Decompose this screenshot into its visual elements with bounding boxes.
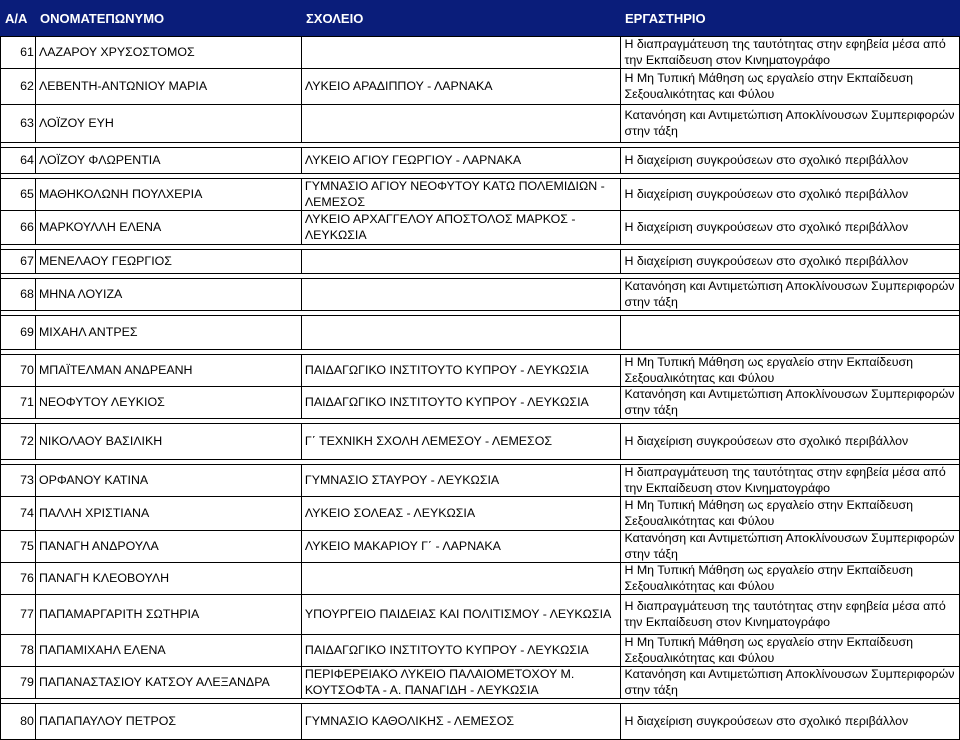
row-number: 75: [1, 531, 36, 563]
row-workshop: Η Μη Τυπική Μάθηση ως εργαλείο στην Εκπαίδευση Σεξουαλικότητας και Φύλου: [621, 497, 960, 531]
row-workshop: Η Μη Τυπική Μάθηση ως εργαλείο στην Εκπαίδευση Σεξουαλικότητας και Φύλου: [621, 355, 960, 387]
roster-table: [0, 36, 960, 740]
row-number: 71: [1, 387, 36, 419]
row-workshop: Κατανόηση και Αντιμετώπιση Αποκλίνουσων Συμπεριφορών στην τάξη: [621, 105, 960, 143]
row-number: 61: [1, 37, 36, 69]
row-number: 64: [1, 148, 36, 174]
row-school: ΠΑΙΔΑΓΩΓΙΚΟ ΙΝΣΤΙΤΟΥΤΟ ΚΥΠΡΟΥ - ΛΕΥΚΩΣΙΑ: [301, 635, 621, 667]
row-number: 74: [1, 497, 36, 531]
row-workshop: Κατανόηση και Αντιμετώπιση Αποκλίνουσων Συμπεριφορών στην τάξη: [621, 387, 960, 419]
row-school: ΠΑΙΔΑΓΩΓΙΚΟ ΙΝΣΤΙΤΟΥΤΟ ΚΥΠΡΟΥ - ΛΕΥΚΩΣΙΑ: [301, 387, 621, 419]
row-number: 76: [1, 563, 36, 595]
row-workshop: Η Μη Τυπική Μάθηση ως εργαλείο στην Εκπαίδευση Σεξουαλικότητας και Φύλου: [621, 563, 960, 595]
header-workshop: ΕΡΓΑΣΤΗΡΙΟ: [625, 11, 706, 26]
row-workshop: [621, 316, 960, 350]
row-workshop: Κατανόηση και Αντιμετώπιση Αποκλίνουσων Συμπεριφορών στην τάξη: [621, 531, 960, 563]
row-name: ΜΕΝΕΛΑΟΥ ΓΕΩΡΓΙΟΣ: [35, 250, 301, 274]
row-school: ΛΥΚΕΙΟ ΑΡΑΔΙΠΠΟΥ - ΛΑΡΝΑΚΑ: [301, 69, 621, 105]
row-name: ΜΑΡΚΟΥΛΛΗ ΕΛΕΝΑ: [35, 211, 301, 245]
row-name: ΠΑΠΑΜΙΧΑΗΛ ΕΛΕΝΑ: [35, 635, 301, 667]
row-workshop: Η διαπραγμάτευση της ταυτότητας στην εφηβεία μέσα από την Εκπαίδευση στον Κινηματογράφο: [621, 37, 960, 69]
table-row: [1, 179, 960, 211]
table-row: [1, 279, 960, 311]
row-workshop: Η Μη Τυπική Μάθηση ως εργαλείο στην Εκπαίδευση Σεξουαλικότητας και Φύλου: [621, 69, 960, 105]
row-name: ΠΑΠΑΝΑΣΤΑΣΙΟΥ ΚΑΤΣΟΥ ΑΛΕΞΑΝΔΡΑ: [35, 667, 301, 699]
row-number: 72: [1, 424, 36, 460]
row-school: ΛΥΚΕΙΟ ΑΡΧΑΓΓΕΛΟΥ ΑΠΟΣΤΟΛΟΣ ΜΑΡΚΟΣ - ΛΕΥΚΩΣΙΑ: [301, 211, 621, 245]
row-workshop: Η διαχείριση συγκρούσεων στο σχολικό περιβάλλον: [621, 211, 960, 245]
row-workshop: Η διαπραγμάτευση της ταυτότητας στην εφηβεία μέσα από την Εκπαίδευση στον Κινηματογράφο: [621, 465, 960, 497]
row-school: ΠΕΡΙΦΕΡΕΙΑΚΟ ΛΥΚΕΙΟ ΠΑΛΑΙΟΜΕΤΟΧΟΥ Μ. ΚΟΥΤΣΟΦΤΑ - Α. ΠΑΝΑΓΙΔΗ - ΛΕΥΚΩΣΙΑ: [301, 667, 621, 699]
table-row: [1, 465, 960, 497]
row-number: 70: [1, 355, 36, 387]
table-row: [1, 635, 960, 667]
row-workshop: Κατανόηση και Αντιμετώπιση Αποκλίνουσων Συμπεριφορών στην τάξη: [621, 667, 960, 699]
row-number: 77: [1, 595, 36, 635]
row-school: [301, 105, 621, 143]
row-number: 79: [1, 667, 36, 699]
row-number: 73: [1, 465, 36, 497]
table-row: [1, 37, 960, 69]
row-school: [301, 316, 621, 350]
row-name: ΠΑΠΑΠΑΥΛΟΥ ΠΕΤΡΟΣ: [35, 704, 301, 740]
table-row: [1, 704, 960, 740]
row-school: [301, 563, 621, 595]
row-number: 66: [1, 211, 36, 245]
row-school: ΓΥΜΝΑΣΙΟ ΚΑΘΟΛΙΚΗΣ - ΛΕΜΕΣΟΣ: [301, 704, 621, 740]
row-workshop: Η διαπραγμάτευση της ταυτότητας στην εφηβεία μέσα από την Εκπαίδευση στον Κινηματογράφο: [621, 595, 960, 635]
row-school: [301, 37, 621, 69]
row-name: ΛΑΖΑΡΟΥ ΧΡΥΣΟΣΤΟΜΟΣ: [35, 37, 301, 69]
row-name: ΟΡΦΑΝΟΥ ΚΑΤΙΝΑ: [35, 465, 301, 497]
table-row: [1, 667, 960, 699]
table-row: [1, 69, 960, 105]
table-header: [0, 0, 960, 36]
row-workshop: Η διαχείριση συγκρούσεων στο σχολικό περιβάλλον: [621, 179, 960, 211]
row-name: ΝΙΚΟΛΑΟΥ ΒΑΣΙΛΙΚΗ: [35, 424, 301, 460]
table-row: [1, 424, 960, 460]
header-school: ΣΧΟΛΕΙΟ: [306, 11, 364, 26]
row-name: ΠΑΠΑΜΑΡΓΑΡΙΤΗ ΣΩΤΗΡΙΑ: [35, 595, 301, 635]
row-school: ΓΥΜΝΑΣΙΟ ΑΓΙΟΥ ΝΕΟΦΥΤΟΥ ΚΑΤΩ ΠΟΛΕΜΙΔΙΩΝ - ΛΕΜΕΣΟΣ: [301, 179, 621, 211]
row-workshop: Η διαχείριση συγκρούσεων στο σχολικό περιβάλλον: [621, 250, 960, 274]
table-row: [1, 563, 960, 595]
row-number: 78: [1, 635, 36, 667]
row-school: ΛΥΚΕΙΟ ΑΓΙΟΥ ΓΕΩΡΓΙΟΥ - ΛΑΡΝΑΚΑ: [301, 148, 621, 174]
row-name: ΜΙΧΑΗΛ ΑΝΤΡΕΣ: [35, 316, 301, 350]
row-number: 80: [1, 704, 36, 740]
row-name: ΜΑΘΗΚΟΛΩΝΗ ΠΟΥΛΧΕΡΙΑ: [35, 179, 301, 211]
row-school: [301, 279, 621, 311]
row-school: ΥΠΟΥΡΓΕΙΟ ΠΑΙΔΕΙΑΣ ΚΑΙ ΠΟΛΙΤΙΣΜΟΥ - ΛΕΥΚΩΣΙΑ: [301, 595, 621, 635]
row-workshop: Η διαχείριση συγκρούσεων στο σχολικό περιβάλλον: [621, 704, 960, 740]
table-row: [1, 148, 960, 174]
row-workshop: Κατανόηση και Αντιμετώπιση Αποκλίνουσων Συμπεριφορών στην τάξη: [621, 279, 960, 311]
table-row: [1, 497, 960, 531]
row-school: Γ΄ ΤΕΧΝΙΚΗ ΣΧΟΛΗ ΛΕΜΕΣΟΥ - ΛΕΜΕΣΟΣ: [301, 424, 621, 460]
row-name: ΠΑΛΛΗ ΧΡΙΣΤΙΑΝΑ: [35, 497, 301, 531]
table-row: [1, 387, 960, 419]
row-number: 63: [1, 105, 36, 143]
row-number: 68: [1, 279, 36, 311]
row-name: ΛΟΪΖΟΥ ΦΛΩΡΕΝΤΙΑ: [35, 148, 301, 174]
table-row: [1, 316, 960, 350]
row-name: ΠΑΝΑΓΗ ΚΛΕΟΒΟΥΛΗ: [35, 563, 301, 595]
row-school: ΛΥΚΕΙΟ ΜΑΚΑΡΙΟΥ Γ΄ - ΛΑΡΝΑΚΑ: [301, 531, 621, 563]
row-name: ΠΑΝΑΓΗ ΑΝΔΡΟΥΛΑ: [35, 531, 301, 563]
row-name: ΜΠΑΪΤΕΛΜΑΝ ΑΝΔΡΕΑΝΗ: [35, 355, 301, 387]
row-number: 65: [1, 179, 36, 211]
table-row: [1, 355, 960, 387]
row-workshop: Η διαχείριση συγκρούσεων στο σχολικό περιβάλλον: [621, 424, 960, 460]
row-workshop: Η Μη Τυπική Μάθηση ως εργαλείο στην Εκπαίδευση Σεξουαλικότητας και Φύλου: [621, 635, 960, 667]
row-workshop: Η διαχείριση συγκρούσεων στο σχολικό περιβάλλον: [621, 148, 960, 174]
row-school: [301, 250, 621, 274]
header-aa: Α/Α: [5, 11, 28, 26]
row-number: 62: [1, 69, 36, 105]
table-row: [1, 105, 960, 143]
table-row: [1, 531, 960, 563]
row-name: ΝΕΟΦΥΤΟΥ ΛΕΥΚΙΟΣ: [35, 387, 301, 419]
table-row: [1, 250, 960, 274]
header-name: ΟΝΟΜΑΤΕΠΩΝΥΜΟ: [40, 11, 165, 26]
row-school: ΓΥΜΝΑΣΙΟ ΣΤΑΥΡΟΥ - ΛΕΥΚΩΣΙΑ: [301, 465, 621, 497]
row-name: ΜΗΝΑ ΛΟΥΙΖΑ: [35, 279, 301, 311]
row-name: ΛΟΪΖΟΥ ΕΥΗ: [35, 105, 301, 143]
table-row: [1, 595, 960, 635]
row-school: ΛΥΚΕΙΟ ΣΟΛΕΑΣ - ΛΕΥΚΩΣΙΑ: [301, 497, 621, 531]
row-number: 69: [1, 316, 36, 350]
row-school: ΠΑΙΔΑΓΩΓΙΚΟ ΙΝΣΤΙΤΟΥΤΟ ΚΥΠΡΟΥ - ΛΕΥΚΩΣΙΑ: [301, 355, 621, 387]
table-row: [1, 211, 960, 245]
row-name: ΛΕΒΕΝΤΗ-ΑΝΤΩΝΙΟΥ ΜΑΡΙΑ: [35, 69, 301, 105]
row-number: 67: [1, 250, 36, 274]
